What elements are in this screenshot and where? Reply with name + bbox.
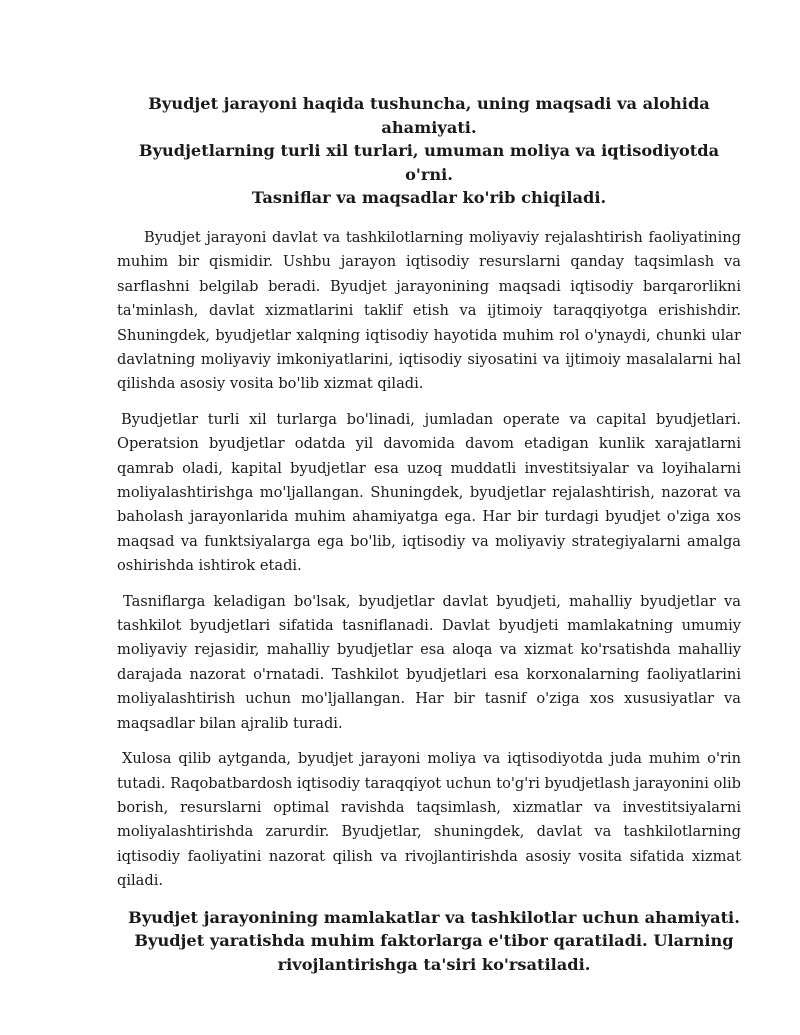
section-heading-bottom [117,906,741,977]
document-page [117,92,741,976]
paragraph-2: Byudjetlar turli xil turlarga bo'linadi, jumladan operate va capital byudjetlari. Operatsion byudjetlar odatda yil davomida davom etadigan kunlik xarajatlarni qamrab oladi, kapital byudjetlar esa uzoq muddatli investitsiyalar va loyihalarni moliyalashtirishga mo'ljallangan. Shuningdek, byudjetlar rejalashtirish, nazorat va baholash jarayonlarida muhim ahamiyatga ega. Har bir turdagi byudjet o'ziga xos maqsad va funktsiyalarga ega bo'lib, iqtisodiy va moliyaviy strategiyalarni amalga oshirishda ishtirok etadi. [117,410,741,575]
paragraph-3: Tasniflarga keladigan bo'lsak, byudjetlar davlat byudjeti, mahalliy byudjetlar va tashkilot byudjetlari sifatida tasniflanadi. Davlat byudjeti mamlakatning umumiy moliyaviy rejasidir, mahalliy byudjetlar esa aloqa va xizmat ko'rsatishda mahalliy darajada nazorat o'rnatadi. Tashkilot byudjetlari esa korxonalarning faoliyatlarini moliyalashtirish uchun mo'ljallangan. Har bir tasnif o'ziga xos xususiyatlar va maqsadlar bilan ajralib turadi. [117,592,741,732]
paragraph-1: Byudjet jarayoni davlat va tashkilotlarning moliyaviy rejalashtirish faoliyatining muhim bir qismidir. Ushbu jarayon iqtisodiy resurslarni qanday taqsimlash va sarflashni belgilab beradi. Byudjet jarayonining maqsadi iqtisodiy barqarorlikni ta'minlash, davlat xizmatlarini taklif etish va ijtimoiy taraqqiyotga erishishdir. Shuningdek, byudjetlar xalqning iqtisodiy hayotida muhim rol o'ynaydi, chunki ular davlatning moliyaviy imkoniyatlarini, iqtisodiy siyosatini va ijtimoiy masalalarni hal qilishda asosiy vosita bo'lib xizmat qiladi. [117,228,741,393]
section-heading-top [117,92,741,210]
paragraph-4: Xulosa qilib aytganda, byudjet jarayoni moliya va iqtisodiyotda juda muhim o'rin tutadi. Raqobatbardosh iqtisodiy taraqqiyot uchun to'g'ri byudjetlash jarayonini olib borish, resurslarni optimal ravishda taqsimlash, xizmatlar va investitsiyalarni moliyalashtirishda zarurdir. Byudjetlar, shuningdek, davlat va tashkilotlarning iqtisodiy faoliyatini nazorat qilish va rivojlantirishda asosiy vosita sifatida xizmat qiladi. [117,750,741,890]
heading-top-line-3: Tasniflar va maqsadlar ko'rib chiqiladi. [251,188,607,208]
heading-top-line-2: Byudjetlarning turli xil turlari, umuman moliya va iqtisodiyotda o'rni. [138,141,720,184]
heading-bottom-line-2: Byudjet yaratishda muhim faktorlarga e'tibor qaratiladi. Ularning [134,931,734,951]
heading-bottom-line-1: Byudjet jarayonining mamlakatlar va tashkilotlar uchun ahamiyati. [128,907,740,927]
heading-top-line-1: Byudjet jarayoni haqida tushuncha, uning maqsadi va alohida ahamiyati. [148,94,710,137]
heading-bottom-line-3: rivojlantirishga ta'siri ko'rsatiladi. [277,954,591,974]
